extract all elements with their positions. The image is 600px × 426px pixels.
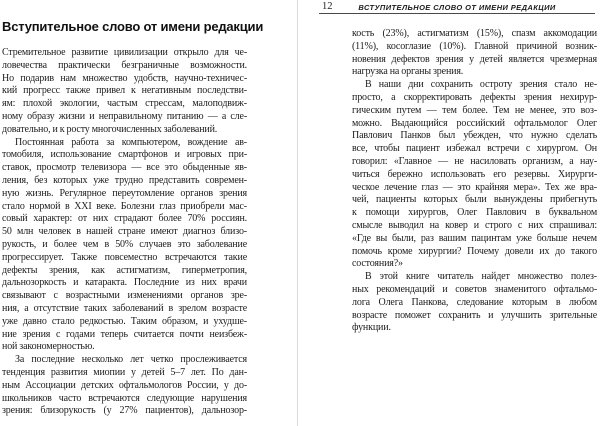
paragraph [352,79,597,271]
text-line: ям: плохой экологии, частым стрессам, малоподвиж- [2,98,247,110]
text-line: (11%), косоглазие (10%). Главной причиной возник- [352,40,597,52]
text-line: стало нормой в XXI веке. Болезни глаз приобрели мас- [2,200,247,212]
text-line: читься бережно использовать его резервы. Хирурги- [352,168,597,180]
text-line: довательно, и к росту многочисленных заболеваний. [2,123,218,135]
text-line: состояния?» [352,258,403,270]
text-line: ной закономерностью. [2,341,95,353]
paragraph [2,137,247,355]
text-line: помочь кроме хирургии? Почему довели их до такого [352,245,597,257]
left-page [2,0,264,418]
page-divider [297,0,298,426]
text-line: ловечества практически безграничные возможности. [2,59,247,71]
chapter-heading: Вступительное слово от имени редакции [2,19,264,34]
text-line: к помощи хирургов, Олег Павлович в буквальном [352,207,597,219]
text-line: связывают с возрастными изменениями органов зре- [2,290,247,302]
text-line: ных рекомендаций и советов знаменитого офтальмо- [352,283,597,295]
text-line: тенденция развития миопии у детей 5–7 лет. По дан- [2,366,247,378]
text-line: дальнозоркость и катаракта. Последние из них врачи [2,277,247,289]
running-title: ВСТУПИТЕЛЬНОЕ СЛОВО ОТ ИМЕНИ РЕДАКЦИИ [358,3,556,12]
text-line: рукость, и более чем в 50% случаев это заболевание [2,238,247,250]
text-line: прогрессирует. Также повсеместно встречаются такие [2,251,247,263]
text-line: За последние несколько лет четко прослеживается [15,354,247,366]
text-line: Постоянная работа за компьютером, вождение ав- [15,136,247,148]
text-line: нагрузка на органы зрения. [352,66,464,78]
text-line: ние зрения с годами теперь считается почти неизбеж- [2,328,247,340]
text-line: зрения: близорукость (у 27% пациентов), дальнозор- [2,405,247,417]
text-line: кий прогресс также привел к негативным последстви- [2,85,247,97]
paragraph [2,354,247,418]
text-line: просто, а скорректировать дефекты зрения нехирур- [352,91,597,103]
text-line: ческое лечение глаз — это крайняя мера». Тех же вра- [352,181,597,193]
right-page-body [352,0,597,335]
text-line: ную жизнь. Регулярное переутомление органов зрения [2,187,247,199]
text-line: Но подарив нам множество удобств, научно-техничес- [2,72,247,84]
text-line: смысле выводил на ковер и строго с них спрашивал: [352,219,597,231]
page-number: 12 [322,1,333,12]
text-line: новения дефектов зрения у детей является чрезмерная [352,53,597,65]
text-line: школьников часто встречаются следующие нарушения [2,392,247,404]
text-line: ления, без которых уже трудно представить современ- [2,174,247,186]
text-line: функции. [352,322,391,334]
text-line: 50 млн человек в нашей стране имеют диагноз близо- [2,226,247,238]
text-line: ным Ассоциации детских офтальмологов России, у до- [2,379,247,391]
text-line: говорил: «Главное — не насиловать организм, а нау- [352,155,597,167]
text-line: дефекты зрения, как астигматизм, гиперметропия, [2,264,247,276]
text-line: чей, пациенты которых были вынуждены прибегнуть [352,194,597,206]
text-line: «Где вы были, раз вашим пацинтам уже больше нечем [352,232,597,244]
text-line: лога Олега Панкова, следование которым в любом [352,296,597,308]
paragraph [352,271,597,335]
text-line: В наши дни сохранить остроту зрения стало не- [365,79,597,91]
left-page-body [2,47,247,418]
text-line: гическим путем — тем более. Тем не менее, это воз- [352,104,597,116]
text-line: ставок, просмотр телевизора — все это обыденные яв- [2,162,247,174]
paragraph [2,47,247,137]
text-line: возрасте поможет сохранить и улучшить зрительные [352,309,597,321]
right-page [352,0,597,335]
text-line: ния, а отсутствие таких заболеваний в зрелом возрасте [2,302,247,314]
text-line: Стремительное развитие цивилизации открыло для че- [2,47,247,58]
text-line: Павлович Панков был убежден, что нужно сделать [352,130,597,142]
text-line: уже давно стало редкостью. Таким образом, и ухудше- [2,315,247,327]
text-line: совый характер: от них страдают более 70% россиян. [2,213,247,225]
text-line: томобиля, использование смартфонов и игровых при- [2,149,247,161]
text-line: ному образу жизни и неправильному питанию — а сле- [2,110,247,122]
text-line: можно. Выдающийся российский офтальмолог Олег [352,117,597,129]
text-line: все, чтобы пациент избежал встречи с хирургом. Он [352,143,597,155]
text-line: В этой книге читатель найдет множество полез- [365,271,597,283]
paragraph [352,28,597,79]
text-line: кость (23%), астигматизм (15%), спазм аккомодации [352,28,597,39]
